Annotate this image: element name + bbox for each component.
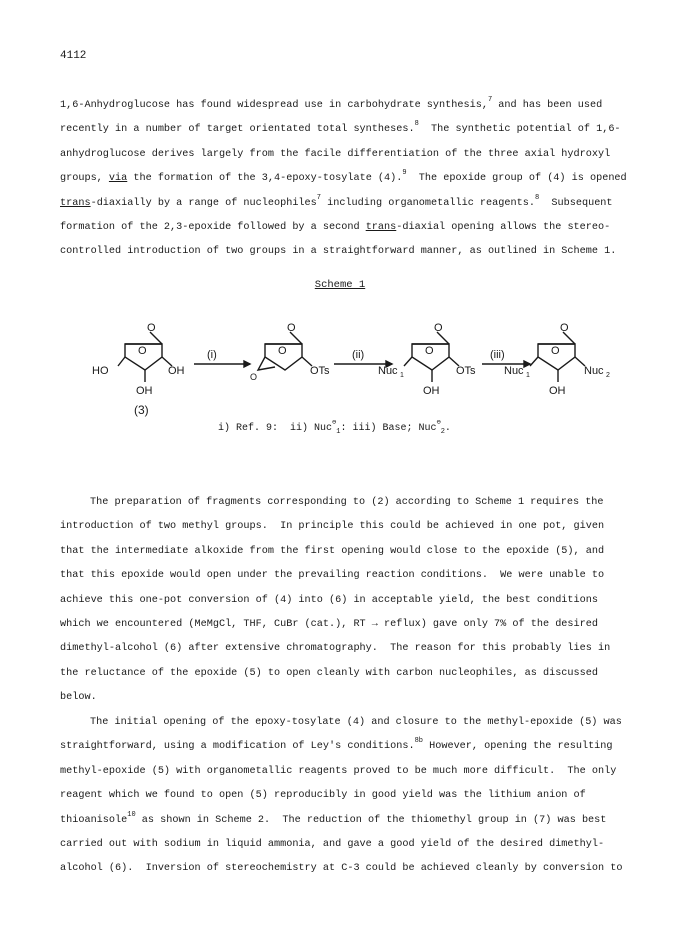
atom-label: O — [434, 322, 443, 334]
step-label-iii: (iii) — [490, 349, 505, 361]
atom-label: O — [278, 345, 287, 357]
text-line: formation of the 2,3-epoxide followed by a second trans-diaxial opening allows the stereo- — [60, 221, 611, 233]
atom-label: OH — [136, 385, 153, 397]
atom-label: OH — [423, 385, 440, 397]
text-line: that the intermediate alkoxide from the first opening would close to the epoxide (5), and — [60, 545, 605, 557]
text-line: recently in a number of target orientated total syntheses.$^8$ The synthetic potential of 1,6- — [60, 120, 621, 136]
step-label-i: (i) — [207, 349, 217, 361]
molecule-product — [530, 332, 585, 382]
atom-label: OH — [549, 385, 566, 397]
molecule-3 — [118, 332, 172, 382]
atom-label: O — [147, 322, 156, 334]
atom-label: OH — [168, 365, 185, 377]
atom-label: 1 — [400, 372, 404, 379]
text-line: reagent which we found to open (5) reproducibly in good yield was the lithium anion of — [60, 790, 586, 802]
page-number: 4112 — [60, 50, 87, 62]
text-line: groups, via the formation of the 3,4-epoxy-tosylate (4).$^9$ The epoxide group of (4) is opened — [60, 169, 627, 185]
atom-label: 2 — [606, 372, 610, 379]
text-line: 1,6-Anhydroglucose has found widespread use in carbohydrate synthesis,$^7$ and has been used — [60, 96, 603, 111]
text-line: introduction of two methyl groups. In principle this could be achieved in one pot, given — [60, 521, 605, 533]
molecule-intermediate — [404, 332, 459, 382]
reaction-scheme — [90, 322, 610, 436]
text-line: trans-diaxially by a range of nucleophiles$^7$ including organometallic reagents.$^8$ Subsequent — [60, 193, 613, 209]
atom-label: 1 — [526, 372, 530, 379]
text-line: The initial opening of the epoxy-tosylate (4) and closure to the methyl-epoxide (5) was — [90, 717, 622, 728]
step-label-ii: (ii) — [352, 349, 365, 361]
scheme-1-figure — [90, 322, 610, 436]
atom-label: OTs — [456, 365, 476, 377]
paragraph-1 — [60, 94, 627, 265]
text-line: dimethyl-alcohol (6) after extensive chromatography. The reason for this probably lies in — [60, 643, 611, 655]
atom-label: Nuc — [504, 365, 524, 377]
atom-label: O — [560, 322, 569, 334]
scheme-caption: i) Ref. 9: ii) Nuc⊖$_1$: iii) Base; Nuc⊖$_2$. — [218, 419, 451, 436]
text-line: below. — [60, 692, 97, 704]
text-line: alcohol (6). Inversion of stereochemistry at C-3 could be achieved cleanly by conversion to — [60, 863, 623, 875]
atom-label: O — [551, 345, 560, 357]
text-line: the reluctance of the epoxide (5) to open cleanly with carbon nucleophiles, as discussed — [60, 667, 598, 679]
paragraph-3 — [60, 711, 623, 882]
text-line: The preparation of fragments corresponding to (2) according to Scheme 1 requires the — [90, 497, 604, 508]
text-line: straightforward, using a modification of Ley's conditions.$^{8b}$ However, opening the resulting — [60, 737, 613, 753]
text-line: controlled introduction of two groups in a straightforward manner, as outlined in Scheme 1. — [60, 246, 617, 258]
text-line: carried out with sodium in liquid ammonia, and gave a good yield of the desired dimethyl- — [60, 838, 605, 850]
atom-label: Nuc — [584, 365, 604, 377]
text-line: methyl-epoxide (5) with organometallic reagents proved to be much more difficult. The only — [60, 765, 617, 777]
atom-label: Nuc — [378, 365, 398, 377]
atom-label: O — [138, 345, 147, 357]
atom-label: O — [250, 372, 258, 382]
atom-label: O — [425, 345, 434, 357]
compound-label-3: (3) — [134, 403, 149, 417]
scheme-title: Scheme 1 — [314, 279, 366, 291]
paragraph-2 — [60, 491, 620, 711]
atom-label: OTs — [310, 365, 330, 377]
atom-label: O — [287, 322, 296, 334]
text-line: which we encountered (MeMgCl, THF, CuBr (cat.), RT → reflux) gave only 7% of the desired — [60, 618, 598, 630]
text-line: thioanisole$^{10}$ as shown in Scheme 2. The reduction of the thiomethyl group in (7) was best — [60, 810, 607, 826]
atom-label: HO — [92, 365, 109, 377]
text-line: anhydroglucose derives largely from the facile differentiation of the three axial hydroxyl — [60, 148, 611, 160]
text-line: that this epoxide would open under the prevailing reaction conditions. We were unable to — [60, 570, 605, 582]
text-line: achieve this one-pot conversion of (4) into (6) in acceptable yield, the best conditions — [60, 594, 598, 606]
